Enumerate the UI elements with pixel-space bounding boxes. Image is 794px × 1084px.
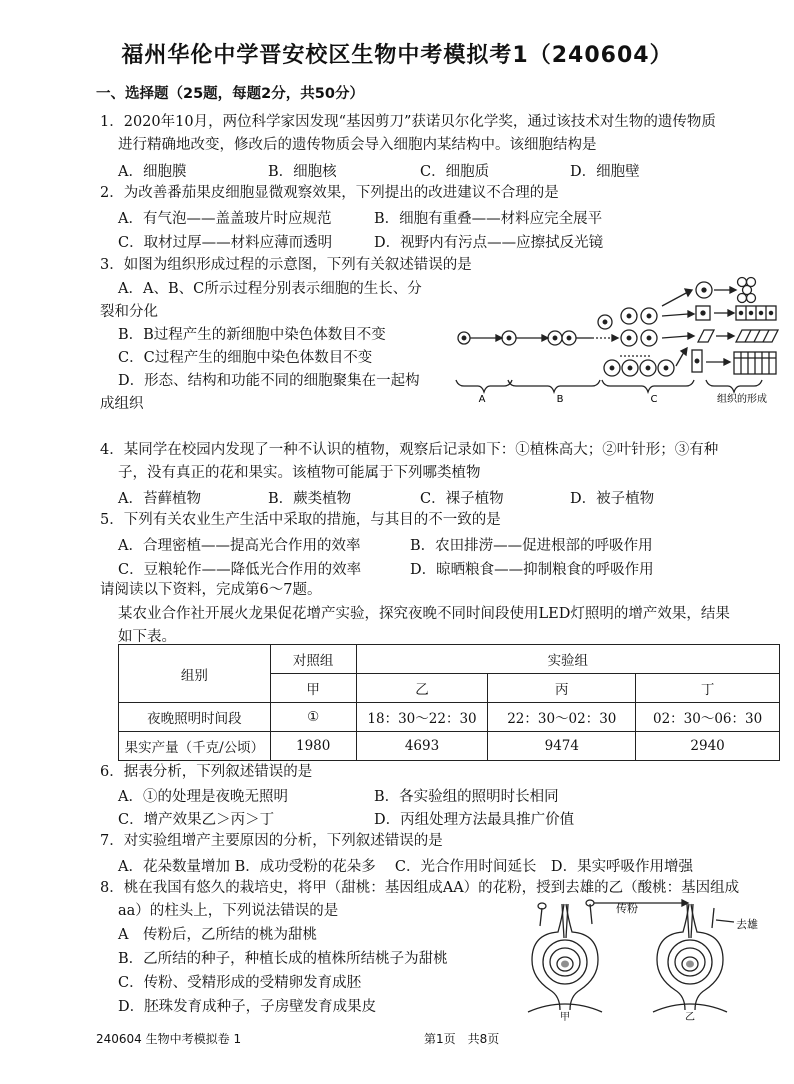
q6-stem: 6．据表分析，下列叙述错误的是 [100,764,313,780]
diagram-label-a: A [478,394,486,405]
q4-option-b[interactable]: B．蕨类植物 [268,491,352,507]
q4-stem-line2: 子，没有真正的花和果实。该植物可能属于下列哪类植物 [118,465,481,481]
q8-stem-line2: aa）的柱头上，下列说法错误的是 [118,903,339,919]
q1-stem-line2: 进行精确地改变，修改后的遗传物质会导入细胞内某结构中。该细胞结构是 [118,137,597,153]
q5-stem: 5．下列有关农业生产生活中采取的措施，与其目的不一致的是 [100,512,501,528]
q2-stem: 2．为改善番茄果皮细胞显微观察效果，下列提出的改进建议不合理的是 [100,185,559,201]
q8-option-a[interactable]: A 传粉后，乙所结的桃为甜桃 [118,927,317,943]
q2-option-a[interactable]: A．有气泡——盖盖玻片时应规范 [118,211,332,227]
table-cell: 22：30～02：30 [488,703,636,732]
table-header-control: 对照组 [270,645,356,674]
tissue-formation-diagram [452,270,782,410]
q5-option-c[interactable]: C．豆粮轮作——降低光合作用的效率 [118,562,362,578]
material-line2: 如下表。 [118,629,176,645]
table-cell: ① [270,703,356,732]
table-header-group: 组别 [119,645,271,703]
diagram-label-pollination: 传粉 [616,902,638,915]
q2-option-b[interactable]: B．细胞有重叠——材料应完全展平 [374,211,603,227]
q6-option-a[interactable]: A．①的处理是夜晚无照明 [118,789,288,805]
q3-option-b[interactable]: B．B过程产生的新细胞中染色体数目不变 [118,327,386,343]
footer-exam-name: 240604 生物中考模拟卷 1 [96,1032,242,1046]
section-heading: 一、选择题（25题，每题2分，共50分） [96,86,364,102]
q3-option-d-cont: 成组织 [100,396,144,412]
table-cell: 02：30～06：30 [636,703,780,732]
q1-stem-line1: 1．2020年10月，两位科学家因发现“基因剪刀”获诺贝尔化学奖，通过该技术对生物的遗传物质 [100,114,716,130]
table-row [119,732,780,761]
table-header-experiment: 实验组 [356,645,779,674]
material-line1: 某农业合作社开展火龙果促花增产实验，探究夜晚不同时间段使用LED灯照明的增产效果，结果 [118,606,730,622]
table-cell: 9474 [488,732,636,761]
q8-stem-line1: 8．桃在我国有悠久的栽培史，将甲（甜桃：基因组成AA）的花粉，授到去雄的乙（酸桃：基因组成 [100,880,740,896]
diagram-label-yi: 乙 [685,1012,695,1022]
q6-option-c[interactable]: C．增产效果乙＞丙＞丁 [118,812,275,828]
q5-option-b[interactable]: B．农田排涝——促进根部的呼吸作用 [410,538,653,554]
q5-option-d[interactable]: D．晾晒粮食——抑制粮食的呼吸作用 [410,562,654,578]
table-cell: 1980 [270,732,356,761]
q2-option-d[interactable]: D．视野内有污点——应擦拭反光镜 [374,235,604,251]
table-cell: 4693 [356,732,488,761]
q6-option-b[interactable]: B．各实验组的照明时长相同 [374,789,559,805]
q4-option-d[interactable]: D．被子植物 [570,491,655,507]
q8-option-c[interactable]: C．传粉、受精形成的受精卵发育成胚 [118,975,362,991]
q3-option-a-cont: 裂和分化 [100,304,158,320]
table-cell: 丁 [636,674,780,703]
page-title: 福州华伦中学晋安校区生物中考模拟考1（240604） [121,43,673,68]
table-header-row [119,645,780,674]
material-intro: 请阅读以下资料，完成第6～7题。 [100,582,322,598]
table-row [119,703,780,732]
q5-option-a[interactable]: A．合理密植——提高光合作用的效率 [118,538,361,554]
results-table [118,644,780,761]
q3-option-a[interactable]: A．A、B、C所示过程分别表示细胞的生长、分 [118,281,422,297]
q3-option-c[interactable]: C．C过程产生的细胞中染色体数目不变 [118,350,373,366]
table-cell: 丙 [488,674,636,703]
diagram-label-emasculation: 去雄 [736,918,758,931]
q4-option-a[interactable]: A．苔藓植物 [118,491,201,507]
diagram-label-b: B [556,394,564,405]
diagram-label-tissue: 组织的形成 [717,394,767,405]
diagram-label-jia: 甲 [560,1012,570,1022]
q7-options[interactable]: A．花朵数量增加 B．成功受粉的花朵多 C．光合作用时间延长 D．果实呼吸作用增强 [118,859,694,875]
q3-option-d[interactable]: D．形态、结构和功能不同的细胞聚集在一起构 [118,373,420,389]
table-cell: 18：30～22：30 [356,703,488,732]
q7-stem: 7．对实验组增产主要原因的分析，下列叙述错误的是 [100,833,443,849]
q1-option-a[interactable]: A．细胞膜 [118,164,187,180]
q4-option-c[interactable]: C．裸子植物 [420,491,504,507]
diagram-label-c: C [650,394,658,405]
q4-stem-line1: 4．某同学在校园内发现了一种不认识的植物，观察后记录如下：①植株高大；②叶针形；③有种 [100,442,719,458]
q8-option-b[interactable]: B．乙所结的种子，种植长成的植株所结桃子为甜桃 [118,951,448,967]
table-cell: 甲 [270,674,356,703]
table-cell: 乙 [356,674,488,703]
footer-page-number: 第1页 共8页 [424,1032,500,1046]
q2-option-c[interactable]: C．取材过厚——材料应薄而透明 [118,235,333,251]
q3-stem: 3．如图为组织形成过程的示意图，下列有关叙述错误的是 [100,257,472,273]
q8-option-d[interactable]: D．胚珠发育成种子，子房壁发育成果皮 [118,999,377,1015]
q1-option-b[interactable]: B．细胞核 [268,164,337,180]
q1-option-d[interactable]: D．细胞壁 [570,164,640,180]
table-row-label: 夜晚照明时间段 [119,703,271,732]
pollination-diagram [520,898,782,1022]
q1-option-c[interactable]: C．细胞质 [420,164,490,180]
table-cell: 2940 [636,732,780,761]
table-row-label: 果实产量（千克/公顷） [119,732,271,761]
q6-option-d[interactable]: D．丙组处理方法最具推广价值 [374,812,575,828]
